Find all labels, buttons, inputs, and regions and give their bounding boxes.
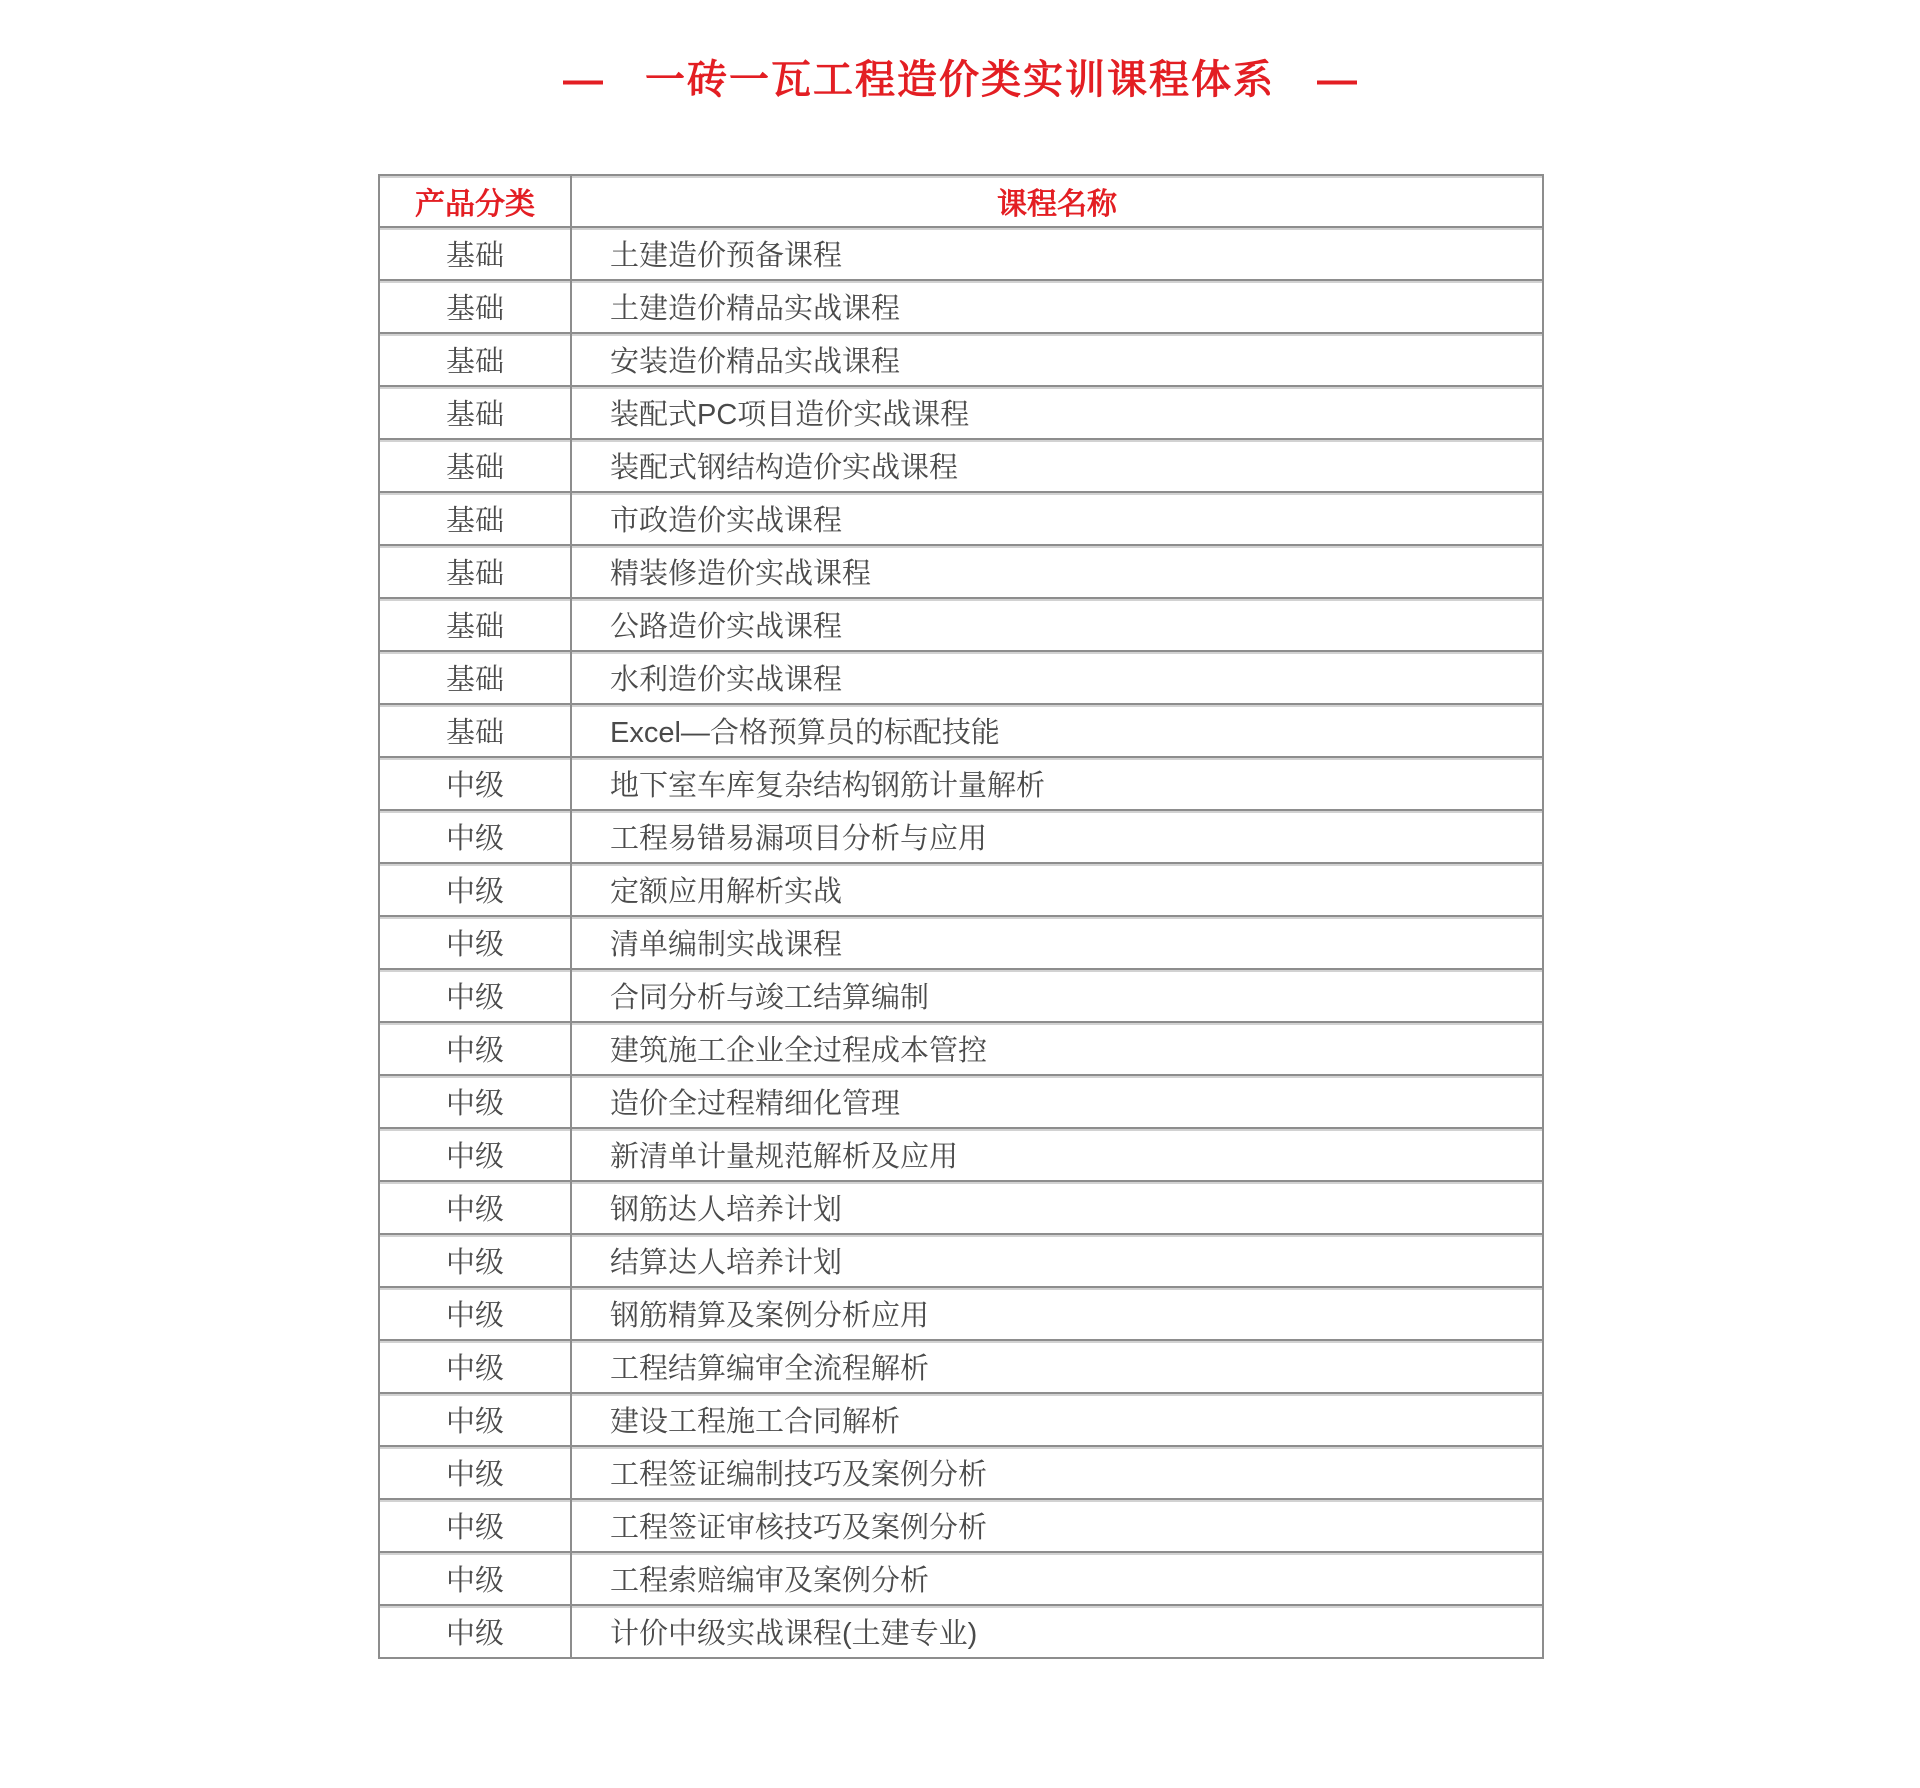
course-cell: 结算达人培养计划 <box>571 1234 1543 1287</box>
page-title <box>0 54 1920 106</box>
course-cell: 工程签证编制技巧及案例分析 <box>571 1446 1543 1499</box>
category-cell: 基础 <box>379 492 571 545</box>
table-row <box>379 1340 1543 1393</box>
table-row <box>379 1181 1543 1234</box>
column-header-category: 产品分类 <box>379 175 571 227</box>
course-cell: 钢筋达人培养计划 <box>571 1181 1543 1234</box>
category-cell: 基础 <box>379 651 571 704</box>
course-cell: 新清单计量规范解析及应用 <box>571 1128 1543 1181</box>
column-header-course: 课程名称 <box>571 175 1543 227</box>
course-cell: 土建造价预备课程 <box>571 227 1543 280</box>
table-row <box>379 333 1543 386</box>
table-row <box>379 969 1543 1022</box>
table-row <box>379 545 1543 598</box>
course-cell: 市政造价实战课程 <box>571 492 1543 545</box>
category-cell: 中级 <box>379 863 571 916</box>
category-cell: 基础 <box>379 545 571 598</box>
title-dash-left: — <box>563 58 603 102</box>
table-row <box>379 439 1543 492</box>
category-cell: 中级 <box>379 969 571 1022</box>
table-row <box>379 704 1543 757</box>
table-row <box>379 492 1543 545</box>
table-row <box>379 863 1543 916</box>
category-cell: 中级 <box>379 1181 571 1234</box>
course-cell: 工程签证审核技巧及案例分析 <box>571 1499 1543 1552</box>
category-cell: 中级 <box>379 1499 571 1552</box>
course-cell: 工程易错易漏项目分析与应用 <box>571 810 1543 863</box>
header-row <box>379 175 1543 227</box>
course-cell: 公路造价实战课程 <box>571 598 1543 651</box>
category-cell: 中级 <box>379 1287 571 1340</box>
table-row <box>379 1552 1543 1605</box>
course-cell: 计价中级实战课程(土建专业) <box>571 1605 1543 1658</box>
category-cell: 中级 <box>379 1022 571 1075</box>
table-row <box>379 227 1543 280</box>
course-cell: 安装造价精品实战课程 <box>571 333 1543 386</box>
course-cell: 造价全过程精细化管理 <box>571 1075 1543 1128</box>
table-row <box>379 810 1543 863</box>
category-cell: 中级 <box>379 1075 571 1128</box>
course-cell: 精装修造价实战课程 <box>571 545 1543 598</box>
category-cell: 基础 <box>379 227 571 280</box>
table-row <box>379 1499 1543 1552</box>
table-row <box>379 1022 1543 1075</box>
table-row <box>379 1446 1543 1499</box>
category-cell: 基础 <box>379 704 571 757</box>
category-cell: 中级 <box>379 1128 571 1181</box>
course-cell: 工程索赔编审及案例分析 <box>571 1552 1543 1605</box>
category-cell: 基础 <box>379 280 571 333</box>
course-cell: 合同分析与竣工结算编制 <box>571 969 1543 1022</box>
table-row <box>379 280 1543 333</box>
table-row <box>379 916 1543 969</box>
course-cell: 定额应用解析实战 <box>571 863 1543 916</box>
table-body <box>379 227 1543 1658</box>
category-cell: 中级 <box>379 1605 571 1658</box>
category-cell: 基础 <box>379 598 571 651</box>
course-cell: 建筑施工企业全过程成本管控 <box>571 1022 1543 1075</box>
category-cell: 中级 <box>379 1393 571 1446</box>
table-row <box>379 1287 1543 1340</box>
course-cell: 装配式钢结构造价实战课程 <box>571 439 1543 492</box>
category-cell: 中级 <box>379 1446 571 1499</box>
course-table <box>378 174 1544 1659</box>
table-row <box>379 757 1543 810</box>
table-row <box>379 598 1543 651</box>
category-cell: 中级 <box>379 1340 571 1393</box>
table-row <box>379 386 1543 439</box>
table-row <box>379 1393 1543 1446</box>
page-title-text: 一砖一瓦工程造价类实训课程体系 <box>645 58 1275 102</box>
category-cell: 基础 <box>379 439 571 492</box>
category-cell: 基础 <box>379 333 571 386</box>
category-cell: 中级 <box>379 916 571 969</box>
category-cell: 基础 <box>379 386 571 439</box>
course-cell: 工程结算编审全流程解析 <box>571 1340 1543 1393</box>
course-cell: 土建造价精品实战课程 <box>571 280 1543 333</box>
course-cell: 水利造价实战课程 <box>571 651 1543 704</box>
category-cell: 中级 <box>379 1552 571 1605</box>
title-dash-right: — <box>1317 58 1357 102</box>
course-cell: Excel—合格预算员的标配技能 <box>571 704 1543 757</box>
course-cell: 装配式PC项目造价实战课程 <box>571 386 1543 439</box>
table-row <box>379 1128 1543 1181</box>
table-header <box>379 175 1543 227</box>
course-cell: 地下室车库复杂结构钢筋计量解析 <box>571 757 1543 810</box>
table-row <box>379 651 1543 704</box>
course-cell: 钢筋精算及案例分析应用 <box>571 1287 1543 1340</box>
table-row <box>379 1605 1543 1658</box>
category-cell: 中级 <box>379 1234 571 1287</box>
course-cell: 清单编制实战课程 <box>571 916 1543 969</box>
course-cell: 建设工程施工合同解析 <box>571 1393 1543 1446</box>
table-row <box>379 1234 1543 1287</box>
category-cell: 中级 <box>379 757 571 810</box>
category-cell: 中级 <box>379 810 571 863</box>
table-row <box>379 1075 1543 1128</box>
